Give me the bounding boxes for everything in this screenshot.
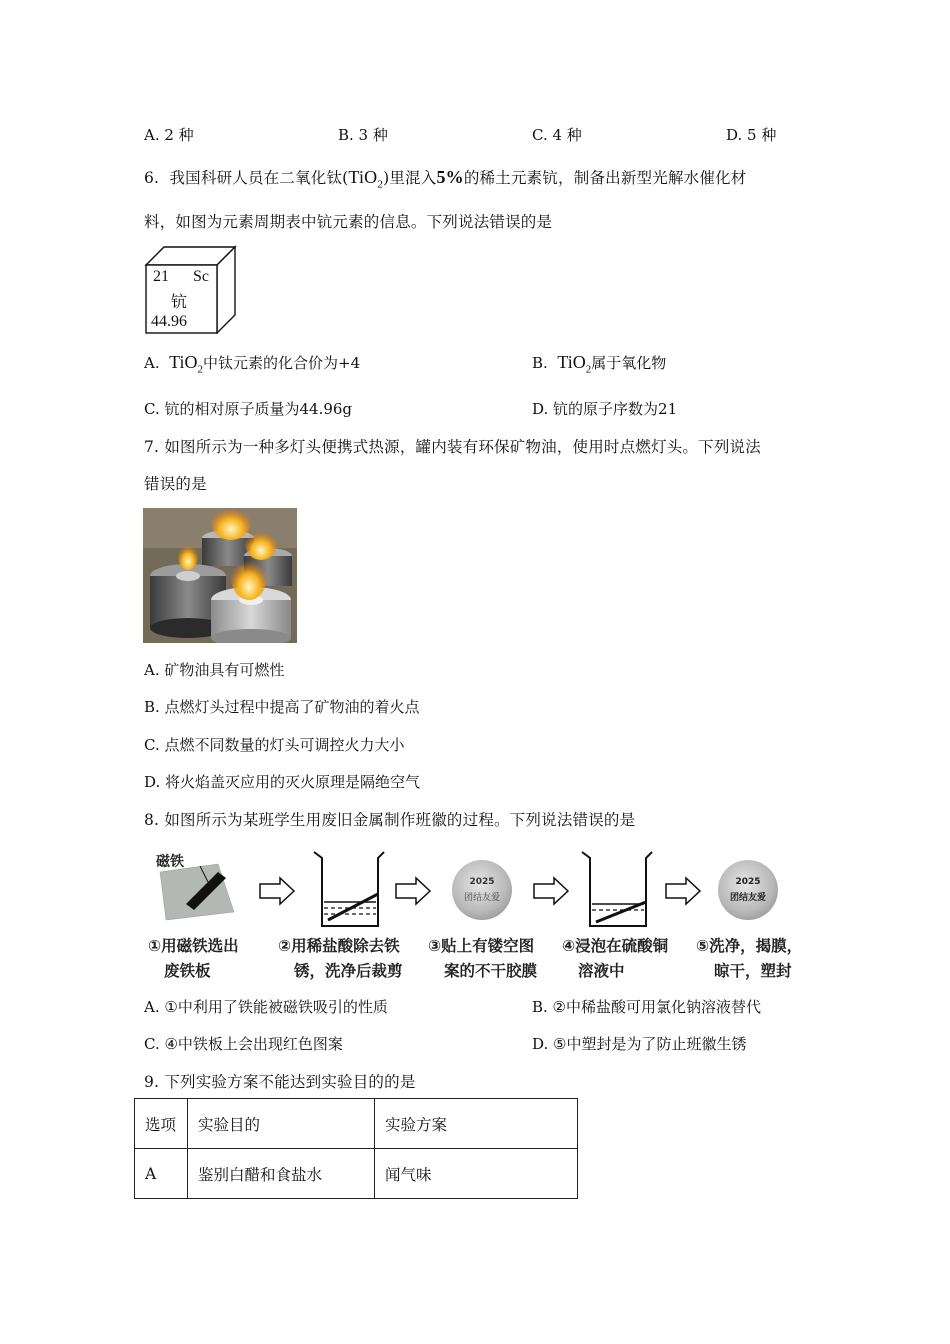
- process-illustration: [148, 842, 812, 934]
- q6-percent: 5%: [436, 167, 464, 187]
- table-header-row: [135, 1099, 578, 1149]
- atomic-number: 21: [153, 268, 169, 285]
- scandium-element-card: [143, 244, 237, 334]
- table-header-cell: 实验目的: [188, 1099, 375, 1149]
- table-cell: 鉴别白醋和食盐水: [188, 1149, 375, 1199]
- table-row: [135, 1149, 578, 1199]
- atomic-mass: 44.96: [151, 313, 187, 330]
- q8-option-c: C. ④中铁板上会出现红色图案: [144, 1035, 343, 1053]
- q6-option-b: B. TiO$_2$属于氧化物: [532, 352, 667, 376]
- q6-stem-line2: 料，如图为元素周期表中钪元素的信息。下列说法错误的是: [144, 213, 553, 231]
- arrow-right-icon: [666, 878, 700, 904]
- arrow-right-icon: [396, 878, 430, 904]
- step-3-caption: ③贴上有镂空图 案的不干胶膜: [428, 937, 538, 980]
- q7-stem-line2: 错误的是: [144, 475, 207, 493]
- q7-option-a: A. 矿物油具有可燃性: [144, 661, 285, 679]
- q6-option-b-formula: TiO$_2$: [557, 352, 592, 376]
- element-name: 钪: [171, 292, 188, 311]
- q8-option-d: D. ⑤中塑封是为了防止班徽生锈: [532, 1035, 747, 1053]
- arrow-right-icon: [534, 878, 568, 904]
- finished-badge-motto-label: 团结友爱: [729, 893, 767, 903]
- q7-option-b: B. 点燃灯头过程中提高了矿物油的着火点: [144, 698, 420, 716]
- magnet-label: 磁铁: [156, 854, 184, 870]
- beaker-icon: [582, 852, 652, 926]
- q6-formula: TiO$_2$: [348, 167, 384, 191]
- badge-film-icon: [452, 860, 512, 920]
- q7-option-c: C. 点燃不同数量的灯头可调控火力大小: [144, 736, 405, 754]
- experiment-table: [134, 1098, 578, 1199]
- multi-burner-heat-source-photo: [143, 508, 297, 643]
- table-header-cell: 实验方案: [375, 1099, 578, 1149]
- table-cell: A: [135, 1149, 188, 1199]
- arrow-right-icon: [260, 878, 294, 904]
- q5-option-b: B. 3 种: [338, 126, 388, 144]
- q6-stem-line1: [144, 166, 746, 191]
- q6-option-d: D. 钪的原子序数为21: [532, 400, 678, 418]
- q8-option-a: A. ①中利用了铁能被磁铁吸引的性质: [144, 998, 388, 1016]
- q5-option-a: A. 2 种: [144, 126, 194, 144]
- q6-text-post: 的稀土元素钪，制备出新型光解水催化材: [463, 169, 747, 187]
- badge-making-process-diagram: [148, 842, 812, 982]
- q8-stem-line1: 8. 如图所示为某班学生用废旧金属制作班徽的过程。下列说法错误的是: [144, 811, 636, 829]
- beaker-icon: [314, 852, 384, 926]
- table-header-cell: 选项: [135, 1099, 188, 1149]
- q9-stem-line1: 9. 下列实验方案不能达到实验目的的是: [144, 1073, 416, 1091]
- step-5-caption: ⑤洗净，揭膜， 晾干，塑封: [696, 937, 803, 980]
- q6-text-mid: )里混入: [383, 169, 437, 187]
- q6-number: 6.: [144, 169, 160, 187]
- step-4-caption: ④浸泡在硫酸铜 溶液中: [562, 937, 669, 980]
- burner-image-icon: [143, 508, 297, 643]
- q7-option-d: D. 将火焰盖灭应用的灭火原理是隔绝空气: [144, 773, 421, 791]
- finished-badge-icon: [718, 860, 778, 920]
- step-2-caption: ②用稀盐酸除去铁 锈，洗净后裁剪: [278, 937, 403, 980]
- element-symbol: Sc: [193, 268, 209, 285]
- table-cell: 闻气味: [375, 1149, 578, 1199]
- finished-badge-year-label: 2025: [735, 877, 761, 887]
- q7-stem-line1: 7. 如图所示为一种多灯头便携式热源，罐内装有环保矿物油，使用时点燃灯头。下列说法: [144, 438, 761, 456]
- q6-text-pre: 我国科研人员在二氧化钛(: [169, 169, 349, 187]
- q5-option-c: C. 4 种: [532, 126, 582, 144]
- q6-option-a: A. TiO$_2$中钛元素的化合价为+4: [144, 352, 361, 376]
- badge-year-label: 2025: [469, 877, 495, 887]
- badge-motto-label: 团结友爱: [463, 893, 501, 903]
- q6-option-a-formula: TiO$_2$: [169, 352, 204, 376]
- q8-option-b: B. ②中稀盐酸可用氯化钠溶液替代: [532, 998, 762, 1016]
- q6-option-c: C. 钪的相对原子质量为44.96g: [144, 400, 353, 418]
- q5-option-d: D. 5 种: [726, 126, 777, 144]
- step-1-caption: ①用磁铁选出 废铁板: [148, 937, 239, 980]
